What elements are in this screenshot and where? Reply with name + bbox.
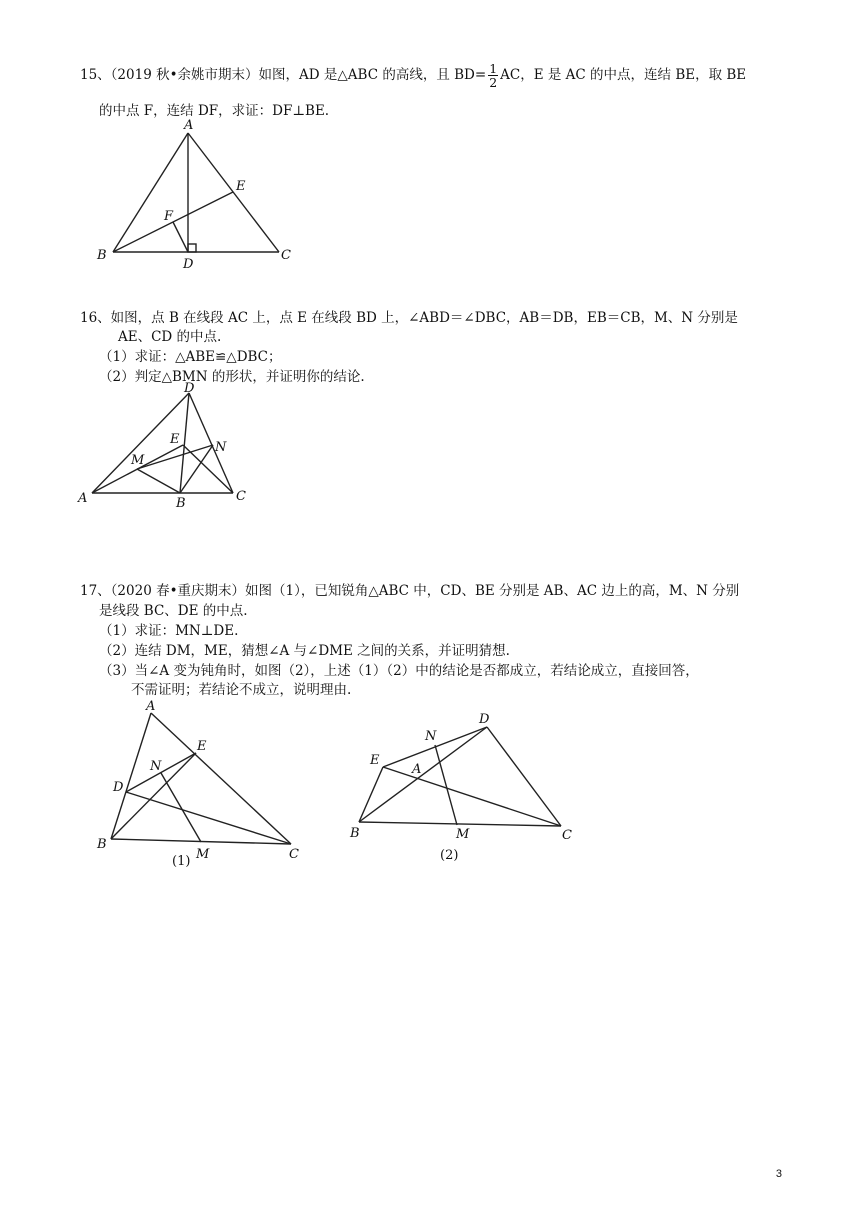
q15-label-a: A [184, 118, 194, 133]
fig1-label-e: E [197, 739, 207, 754]
fig2-label-e: E [370, 753, 380, 768]
q16-segment-dc [189, 393, 233, 493]
q16-part1: （1）求证：△ABE≌△DBC； [99, 349, 282, 365]
q15-text-b: AC，E 是 AC 的中点，连结 BE，取 BE [500, 67, 747, 83]
fig1-label-c: C [289, 847, 299, 862]
q16-label-c: C [236, 489, 246, 504]
q16-label-e: E [170, 432, 180, 447]
q15-line1 [80, 62, 746, 89]
fig1-label-d: D [113, 780, 124, 795]
q15-label-e: E [236, 179, 246, 194]
q17-figure-2 [345, 705, 585, 865]
fig1-caption: (1) [172, 854, 191, 869]
fig1-label-m: M [196, 847, 210, 862]
fig1-side-ac [151, 713, 291, 844]
q15-fraction [488, 62, 498, 89]
q17-part3-line1: （3）当∠A 变为钝角时，如图（2），上述（1）（2）中的结论是否都成立，若结论成立，直接回答， [99, 663, 699, 679]
fig2-label-a: A [412, 762, 422, 777]
fig2-line-bd [359, 727, 487, 822]
q15-side-ab [113, 133, 188, 252]
fig2-label-b: B [350, 826, 360, 841]
q15-text-a: 15、（2019 秋•余姚市期末）如图，AD 是△ABC 的高线，且 BD= [80, 67, 487, 83]
q15-label-c: C [281, 248, 291, 263]
fig1-label-b: B [97, 837, 107, 852]
q15-label-f: F [164, 209, 174, 224]
fig2-line-ec [383, 767, 561, 826]
fig1-segment-mn [161, 773, 201, 842]
fig1-altitude-cd [126, 792, 291, 844]
q17-line2: 是线段 BC、DE 的中点. [99, 603, 248, 619]
q15-line2: 的中点 F，连结 DF，求证：DF⊥BE. [99, 103, 330, 119]
fig1-label-a: A [146, 699, 156, 714]
q15-label-b: B [97, 248, 107, 263]
fig2-caption: (2) [440, 848, 459, 863]
page-number: 3 [775, 1168, 782, 1180]
q15-figure [95, 118, 305, 270]
fraction-denominator: 2 [489, 75, 498, 90]
fig1-side-ab [111, 713, 151, 839]
q16-segment-db [180, 393, 189, 493]
q16-label-d: D [184, 381, 195, 396]
q17-part1: （1）求证：MN⊥DE. [99, 623, 239, 639]
q16-label-m: M [131, 453, 145, 468]
q16-label-n: N [215, 440, 227, 455]
fig2-label-m: M [456, 827, 470, 842]
q16-label-a: A [78, 491, 88, 506]
q16-line2: AE、CD 的中点. [118, 329, 222, 345]
q16-label-b: B [176, 496, 186, 511]
q15-side-ac [188, 133, 279, 252]
fig2-side-bc [359, 822, 561, 826]
fig2-label-n: N [425, 729, 437, 744]
q16-line1: 16、如图，点 B 在线段 AC 上，点 E 在线段 BD 上，∠ABD＝∠DBC，AB＝DB，EB＝CB，M、N 分别是 [80, 310, 738, 326]
q16-figure [75, 383, 260, 513]
fig2-label-d: D [479, 712, 490, 727]
q17-part2: （2）连结 DM，ME，猜想∠A 与∠DME 之间的关系，并证明猜想. [99, 643, 510, 659]
fig2-label-c: C [562, 828, 572, 843]
fraction-numerator: 1 [489, 61, 498, 76]
q15-segment-df [173, 222, 188, 252]
q15-label-d: D [183, 257, 194, 272]
fig2-segment-dc [487, 727, 561, 826]
q16-part2: （2）判定△BMN 的形状，并证明你的结论. [99, 369, 365, 385]
q17-part3-line2: 不需证明；若结论不成立，说明理由. [131, 682, 352, 698]
fig1-label-n: N [150, 759, 162, 774]
q15-right-angle-mark [188, 244, 196, 252]
q16-segment-mb [137, 469, 180, 493]
q17-figure-1 [92, 696, 307, 868]
q17-line1: 17、（2020 春•重庆期末）如图（1），已知锐角△ABC 中，CD、BE 分别是 AB、AC 边上的高，M、N 分别 [80, 583, 740, 599]
